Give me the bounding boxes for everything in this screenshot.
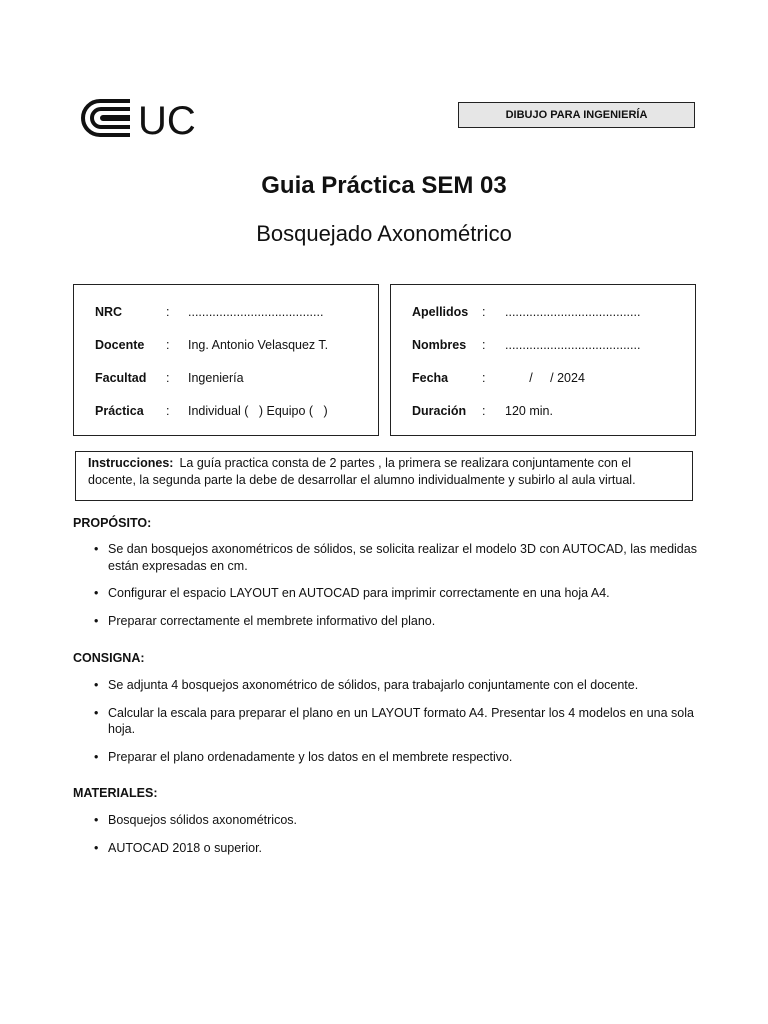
info-value: Ing. Antonio Velasquez T. bbox=[188, 338, 329, 352]
page-subtitle: Bosquejado Axonométrico bbox=[256, 221, 512, 246]
course-label: DIBUJO PARA INGENIERÍA bbox=[458, 102, 695, 128]
info-label: Nombres bbox=[412, 338, 467, 352]
proposito-list bbox=[94, 541, 704, 640]
materiales-list bbox=[94, 812, 704, 867]
info-value: 120 min. bbox=[505, 404, 553, 418]
bullet-icon: • bbox=[94, 749, 99, 764]
list-item-text: Calcular la escala para preparar el plano en un LAYOUT formato A4. Presentar los 4 modelos en una sola hoja. bbox=[108, 705, 694, 736]
section-heading-consigna: CONSIGNA: bbox=[73, 651, 145, 665]
student-info-left bbox=[73, 284, 379, 436]
instructions-label: Instrucciones: bbox=[88, 456, 174, 470]
info-value: Individual ( ) Equipo ( ) bbox=[188, 404, 328, 418]
list-item-text: AUTOCAD 2018 o superior. bbox=[108, 840, 263, 855]
section-heading-materiales: MATERIALES: bbox=[73, 786, 158, 800]
instructions-box bbox=[75, 451, 693, 501]
info-label: NRC bbox=[95, 305, 123, 319]
list-item-text: Preparar el plano ordenadamente y los datos en el membrete respectivo. bbox=[108, 749, 513, 764]
info-value: / / 2024 bbox=[505, 371, 585, 385]
bullet-icon: • bbox=[94, 813, 99, 827]
info-value: ....................................... bbox=[188, 305, 324, 319]
info-colon: : bbox=[166, 404, 170, 418]
logo-text: UC bbox=[138, 99, 196, 138]
uc-logo-mark-icon bbox=[80, 98, 220, 138]
info-label: Práctica bbox=[95, 404, 144, 418]
uc-logo bbox=[80, 98, 220, 138]
info-label: Facultad bbox=[95, 371, 147, 385]
info-value: Ingeniería bbox=[188, 371, 244, 385]
bullet-icon: • bbox=[94, 586, 99, 600]
info-colon: : bbox=[482, 305, 486, 319]
info-value: ....................................... bbox=[505, 338, 641, 352]
info-colon: : bbox=[166, 371, 170, 385]
list-item bbox=[94, 840, 704, 857]
bullet-icon: • bbox=[94, 613, 99, 628]
info-value: ....................................... bbox=[505, 305, 641, 319]
instructions-text: La guía practica consta de 2 partes , la primera se realizara conjuntamente con el docente, la segunda parte la debe de desarrollar el alumno individualmente y subirlo al aula virtual. bbox=[88, 456, 636, 487]
page-title: Guia Práctica SEM 03 bbox=[261, 172, 507, 199]
info-colon: : bbox=[166, 338, 170, 352]
info-colon: : bbox=[482, 404, 486, 418]
list-item bbox=[94, 613, 704, 630]
info-colon: : bbox=[166, 305, 170, 319]
bullet-icon: • bbox=[94, 678, 99, 692]
consigna-list bbox=[94, 677, 704, 776]
list-item bbox=[94, 677, 704, 694]
info-label: Duración bbox=[412, 404, 467, 418]
bullet-icon: • bbox=[94, 840, 99, 855]
list-item bbox=[94, 749, 704, 766]
list-item bbox=[94, 705, 704, 738]
info-label: Apellidos bbox=[412, 305, 469, 319]
info-colon: : bbox=[482, 371, 486, 385]
student-info-right bbox=[390, 284, 696, 436]
bullet-icon: • bbox=[94, 705, 99, 720]
list-item-text: Se adjunta 4 bosquejos axonométrico de sólidos, para trabajarlo conjuntamente con el docente. bbox=[108, 678, 639, 692]
list-item bbox=[94, 585, 704, 602]
bullet-icon: • bbox=[94, 542, 99, 556]
list-item-text: Se dan bosquejos axonométricos de sólidos, se solicita realizar el modelo 3D con AUTOCAD, las medidas están expresadas en cm. bbox=[108, 542, 697, 573]
list-item bbox=[94, 812, 704, 829]
section-heading-proposito: PROPÓSITO: bbox=[73, 516, 152, 530]
info-label: Fecha bbox=[412, 371, 449, 385]
list-item-text: Bosquejos sólidos axonométricos. bbox=[108, 813, 297, 827]
list-item bbox=[94, 541, 704, 574]
list-item-text: Configurar el espacio LAYOUT en AUTOCAD para imprimir correctamente en una hoja A4. bbox=[108, 586, 610, 600]
info-colon: : bbox=[482, 338, 486, 352]
info-label: Docente bbox=[95, 338, 145, 352]
list-item-text: Preparar correctamente el membrete informativo del plano. bbox=[108, 613, 436, 628]
